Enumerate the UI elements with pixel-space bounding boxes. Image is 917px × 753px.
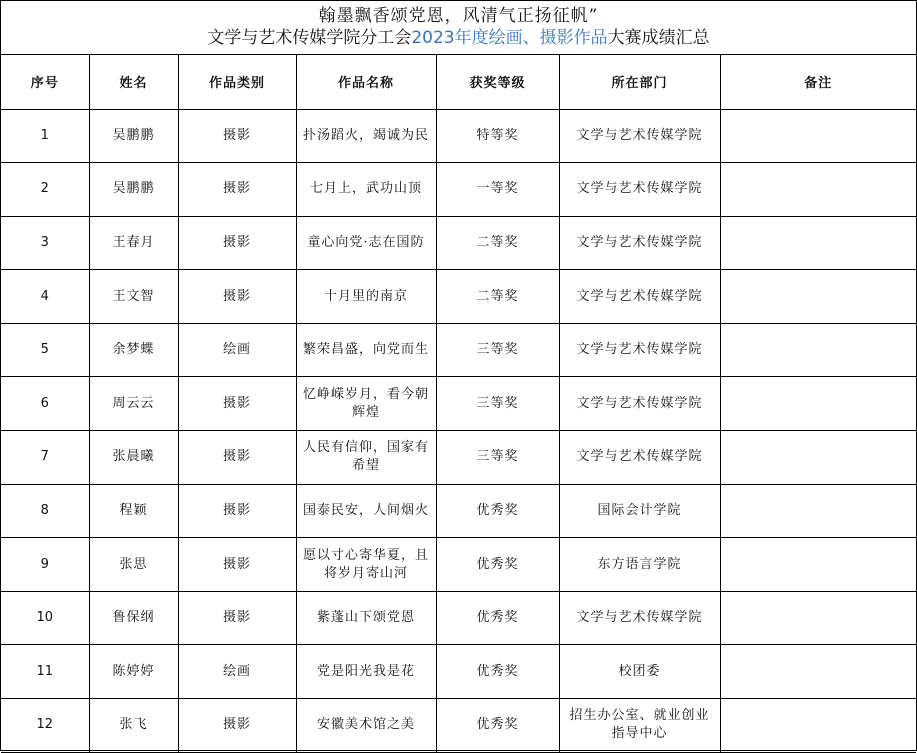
cell-work: 紫蓬山下颂党恩 [296, 591, 436, 645]
cell-name: 周云云 [89, 377, 178, 431]
cell-category: 摄影 [178, 591, 296, 645]
table-row [1, 645, 916, 699]
cell-award: 优秀奖 [436, 645, 559, 699]
cell-no: 10 [1, 591, 89, 645]
cell-award: 三等奖 [436, 377, 559, 431]
table-row [1, 163, 916, 217]
cell-name: 鲁保纲 [89, 591, 178, 645]
header-dept: 所在部门 [559, 55, 720, 109]
cell-dept: 文学与艺术传媒学院 [559, 216, 720, 270]
cell-award: 二等奖 [436, 270, 559, 324]
cell-dept: 文学与艺术传媒学院 [559, 163, 720, 217]
cell-work: 党是阳光我是花 [296, 645, 436, 699]
cell-category: 摄影 [178, 377, 296, 431]
cell-award: 优秀奖 [436, 484, 559, 538]
table-row [1, 431, 916, 485]
cell-category: 摄影 [178, 699, 296, 753]
cell-work: 忆峥嵘岁月，看今朝辉煌 [296, 377, 436, 431]
header-award: 获奖等级 [436, 55, 559, 109]
cell-note [720, 323, 916, 377]
table-row [1, 484, 916, 538]
cell-note [720, 109, 916, 163]
cell-category: 摄影 [178, 163, 296, 217]
cell-work: 安徽美术馆之美 [296, 699, 436, 753]
cell-category: 摄影 [178, 270, 296, 324]
cell-work: 国泰民安，人间烟火 [296, 484, 436, 538]
cell-award: 二等奖 [436, 216, 559, 270]
cell-note [720, 431, 916, 485]
cell-award: 三等奖 [436, 431, 559, 485]
cell-no: 9 [1, 538, 89, 592]
cell-category: 摄影 [178, 538, 296, 592]
cell-note [720, 270, 916, 324]
title-line-1: 翰墨飘香颂党恩，风清气正扬征帆” [318, 6, 599, 26]
cell-note [720, 645, 916, 699]
cell-note [720, 163, 916, 217]
cell-work: 扑汤蹈火，竭诚为民 [296, 109, 436, 163]
header-row [1, 55, 916, 109]
table-row [1, 377, 916, 431]
cell-award: 一等奖 [436, 163, 559, 217]
cell-no: 1 [1, 109, 89, 163]
cell-note [720, 377, 916, 431]
table-row [1, 538, 916, 592]
cell-award: 三等奖 [436, 323, 559, 377]
cell-dept: 文学与艺术传媒学院 [559, 431, 720, 485]
cell-note [720, 484, 916, 538]
cell-dept: 校团委 [559, 645, 720, 699]
header-work: 作品名称 [296, 55, 436, 109]
cell-name: 陈婷婷 [89, 645, 178, 699]
cell-category: 绘画 [178, 645, 296, 699]
cell-award: 优秀奖 [436, 591, 559, 645]
cell-no: 11 [1, 645, 89, 699]
results-table [1, 55, 916, 753]
cell-dept: 东方语言学院 [559, 538, 720, 592]
cell-name: 吴鹏鹏 [89, 163, 178, 217]
cell-work: 人民有信仰，国家有希望 [296, 431, 436, 485]
title-line-2-suffix: 大赛成绩汇总 [607, 28, 710, 48]
cell-name: 王春月 [89, 216, 178, 270]
cell-name: 吴鹏鹏 [89, 109, 178, 163]
cell-no: 2 [1, 163, 89, 217]
table-row [1, 270, 916, 324]
cell-no: 3 [1, 216, 89, 270]
cell-no: 5 [1, 323, 89, 377]
cell-name: 张思 [89, 538, 178, 592]
cell-dept: 文学与艺术传媒学院 [559, 377, 720, 431]
cell-dept: 招生办公室、就业创业指导中心 [559, 699, 720, 753]
table-row [1, 216, 916, 270]
cell-no: 12 [1, 699, 89, 753]
cell-category: 摄影 [178, 484, 296, 538]
cell-name: 余梦蝶 [89, 323, 178, 377]
title-line-2-prefix: 文学与艺术传媒学院分工会 [207, 28, 412, 48]
table-row [1, 109, 916, 163]
header-no: 序号 [1, 55, 89, 109]
cell-award: 特等奖 [436, 109, 559, 163]
cell-category: 绘画 [178, 323, 296, 377]
cell-work: 七月上，武功山顶 [296, 163, 436, 217]
cell-work: 十月里的南京 [296, 270, 436, 324]
cell-no: 4 [1, 270, 89, 324]
cell-award: 优秀奖 [436, 699, 559, 753]
cell-name: 王文智 [89, 270, 178, 324]
header-name: 姓名 [89, 55, 178, 109]
cell-work: 繁荣昌盛，向党而生 [296, 323, 436, 377]
cell-note [720, 699, 916, 753]
cell-no: 7 [1, 431, 89, 485]
cell-category: 摄影 [178, 216, 296, 270]
title-line-2-highlight: 2023年度绘画、摄影作品 [411, 28, 608, 48]
cell-note [720, 216, 916, 270]
cell-dept: 文学与艺术传媒学院 [559, 323, 720, 377]
cell-name: 张晨曦 [89, 431, 178, 485]
cell-dept: 文学与艺术传媒学院 [559, 591, 720, 645]
cell-dept: 文学与艺术传媒学院 [559, 109, 720, 163]
cell-category: 摄影 [178, 431, 296, 485]
cell-no: 8 [1, 484, 89, 538]
table-row [1, 591, 916, 645]
cell-work: 愿以寸心寄华夏，且将岁月寄山河 [296, 538, 436, 592]
cell-category: 摄影 [178, 109, 296, 163]
document-title [1, 1, 916, 55]
header-category: 作品类别 [178, 55, 296, 109]
table-row [1, 699, 916, 753]
cell-dept: 国际会计学院 [559, 484, 720, 538]
cell-no: 6 [1, 377, 89, 431]
table-row [1, 323, 916, 377]
cell-name: 张飞 [89, 699, 178, 753]
title-line-2 [1, 26, 916, 50]
cell-name: 程颖 [89, 484, 178, 538]
cell-award: 优秀奖 [436, 538, 559, 592]
header-note: 备注 [720, 55, 916, 109]
cell-note [720, 591, 916, 645]
cell-note [720, 538, 916, 592]
cell-work: 童心向党·志在国防 [296, 216, 436, 270]
cell-dept: 文学与艺术传媒学院 [559, 270, 720, 324]
